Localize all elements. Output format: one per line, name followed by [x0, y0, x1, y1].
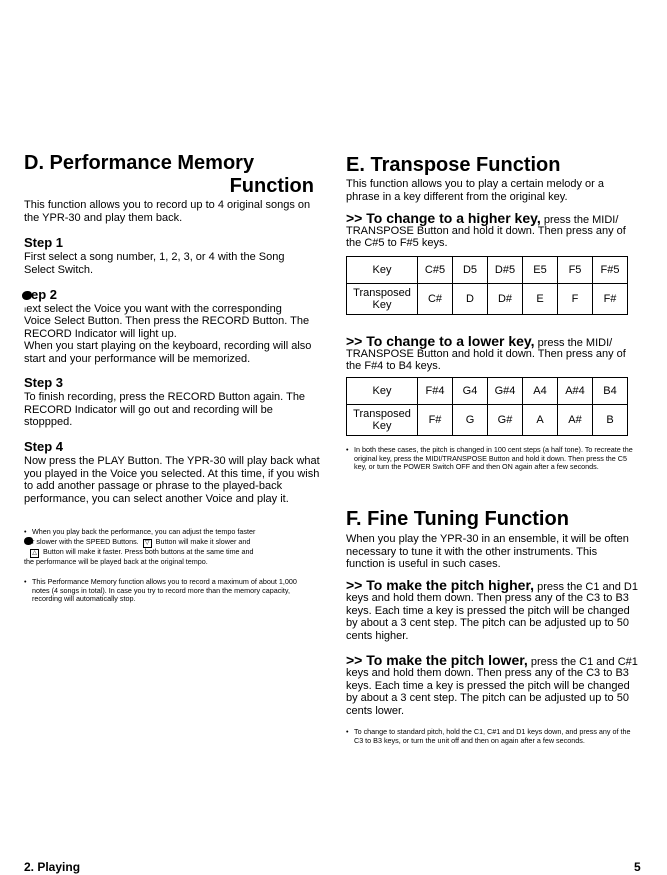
table-cell: D	[453, 284, 488, 315]
page-number: 5	[634, 860, 641, 874]
table-cell: F5	[558, 257, 593, 284]
table-cell: C#5	[418, 257, 453, 284]
table-header-transposed: Transposed Key	[347, 405, 418, 436]
table-cell: B4	[593, 378, 628, 405]
table-cell: G#4	[488, 378, 523, 405]
section-d-intro: This function allows you to record up to 4 original songs on the YPR-30 and play them back.	[24, 199, 311, 224]
speed-down-icon: ▽	[143, 539, 152, 548]
higher-key-line2: TRANSPOSE Button and hold it down. Then press any of	[346, 225, 626, 237]
table-cell: G	[453, 405, 488, 436]
step3-text: To finish recording, press the RECORD Button again. The RECORD Indicator will go out and recording will be stoppped.	[24, 391, 306, 429]
table-header-key: Key	[347, 257, 418, 284]
table-row	[347, 378, 628, 405]
table-cell: A#	[558, 405, 593, 436]
table-cell: G#	[488, 405, 523, 436]
table-row	[347, 284, 628, 315]
lower-key-line3: the F#4 to B4 keys.	[346, 360, 441, 372]
table-cell: G4	[453, 378, 488, 405]
table-header-transposed: Transposed Key	[347, 284, 418, 315]
note-speed	[24, 528, 320, 566]
step2-heading	[22, 287, 57, 302]
step2-first-text: ext select the Voice you want with the corresponding	[26, 303, 282, 315]
higher-key-line3: the C#5 to F#5 keys.	[346, 237, 448, 249]
table-row	[347, 257, 628, 284]
bullet: •	[346, 727, 349, 736]
step4-heading: Step 4	[24, 439, 64, 454]
note-speed-line4: the performance will be played back at the original tempo.	[24, 556, 208, 566]
note-fine-tuning	[346, 728, 636, 745]
step4-text: Now press the PLAY Button. The YPR-30 will play back what you played in the Voice you selected. At this time, if you wish to add another passage or phrase to the played-back performance, you can select another Voice and play it.	[24, 455, 320, 505]
pitch-lower-text: keys and hold them down. Then press any of the C3 to B3 keys. Each time a key is pressed the pitch will be changed by about a 3 cent step. The pitch can be adjusted up to 50 cents lower.	[346, 667, 630, 717]
section-e-title: E. Transpose Function	[346, 154, 561, 176]
table-cell: F#5	[593, 257, 628, 284]
speed-up-icon: △	[30, 549, 39, 558]
table-cell: A#4	[558, 378, 593, 405]
step2-text2: When you start playing on the keyboard, recording will also start and your performance will be memorized.	[24, 340, 312, 365]
step2-text: Voice Select Button. Then press the RECORD Button. The RECORD Indicator will light up.	[24, 315, 310, 340]
note-transpose-text: In both these cases, the pitch is changed in 100 cent steps (a half tone). To recreate the original key, press the MIDI/TRANSPOSE Button and hold it down. Then press the C5 key, or turn the POWER Switch OFF and then ON again after a few seconds.	[354, 445, 633, 472]
lower-key-heading: >> To change to a lower key, press the MIDI/	[346, 333, 613, 349]
table-cell: D#	[488, 284, 523, 315]
note-fine-tuning-text: To change to standard pitch, hold the C1, C#1 and D1 keys down, and press any of the C3 to B3 keys, or turn the unit off and then on again after a few seconds.	[354, 727, 631, 745]
table-cell: F#	[593, 284, 628, 315]
table-cell: E5	[523, 257, 558, 284]
section-d-title-line2: Function	[229, 175, 314, 197]
pitch-higher-heading: >> To make the pitch higher, press the C1 and D1	[346, 577, 638, 593]
table-cell: D#5	[488, 257, 523, 284]
table-cell: E	[523, 284, 558, 315]
note-speed-line3: Button will make it faster. Press both buttons at the same time and	[43, 546, 254, 556]
table-row	[347, 405, 628, 436]
table-cell: D5	[453, 257, 488, 284]
bullet: •	[346, 445, 349, 454]
higher-key-heading: >> To change to a higher key, press the MIDI/	[346, 210, 619, 226]
note-speed-line1: When you play back the performance, you can adjust the tempo faster	[32, 527, 256, 536]
table-cell: F	[558, 284, 593, 315]
step2-heading-text: ep 2	[31, 287, 58, 302]
note-speed-line2a: r slower with the SPEED Buttons.	[32, 536, 139, 546]
step2-first-line: ıext select the Voice you want with the corresponding	[24, 303, 282, 315]
step3-heading: Step 3	[24, 375, 64, 390]
note-speed-line2b: Button will make it slower and	[155, 536, 251, 546]
transpose-lower-table	[346, 377, 628, 436]
footer-section: 2. Playing	[24, 860, 81, 874]
bullet: •	[24, 577, 27, 586]
table-cell: F#	[418, 405, 453, 436]
table-cell: C#	[418, 284, 453, 315]
section-e-intro: This function allows you to play a certain melody or a phrase in a key different from the original key.	[346, 178, 605, 203]
bullet: •	[24, 527, 27, 536]
table-cell: B	[593, 405, 628, 436]
table-header-key: Key	[347, 378, 418, 405]
section-d-title-line1: D. Performance Memory	[24, 152, 255, 174]
table-cell: A	[523, 405, 558, 436]
section-f-intro: When you play the YPR-30 in an ensemble, it will be often necessary to tune it with the other instruments. This function is useful in such cases.	[346, 533, 629, 571]
section-f-title: F. Fine Tuning Function	[346, 508, 569, 530]
pitch-higher-text: keys and hold them down. Then press any of the C3 to B3 keys. Each time a key is pressed the pitch will be changed by about a 3 cent step. The pitch can be adjusted up to 50 cents higher.	[346, 592, 630, 642]
note-transpose	[346, 446, 636, 472]
table-cell: F#4	[418, 378, 453, 405]
section-d-title	[24, 152, 324, 198]
step1-text: First select a song number, 1, 2, 3, or 4 with the Song Select Switch.	[24, 251, 285, 276]
table-cell: A4	[523, 378, 558, 405]
step1-heading: Step 1	[24, 235, 64, 250]
note-memory	[24, 578, 314, 604]
transpose-higher-table	[346, 256, 628, 315]
note-memory-text: This Performance Memory function allows you to record a maximum of about 1,000 notes (4 songs in total). In case you try to record more than the memory capacity, recording will automatically stop.	[32, 577, 297, 604]
pitch-lower-heading: >> To make the pitch lower, press the C1 and C#1	[346, 652, 638, 668]
lower-key-line2: TRANSPOSE Button and hold it down. Then press any of	[346, 348, 626, 360]
